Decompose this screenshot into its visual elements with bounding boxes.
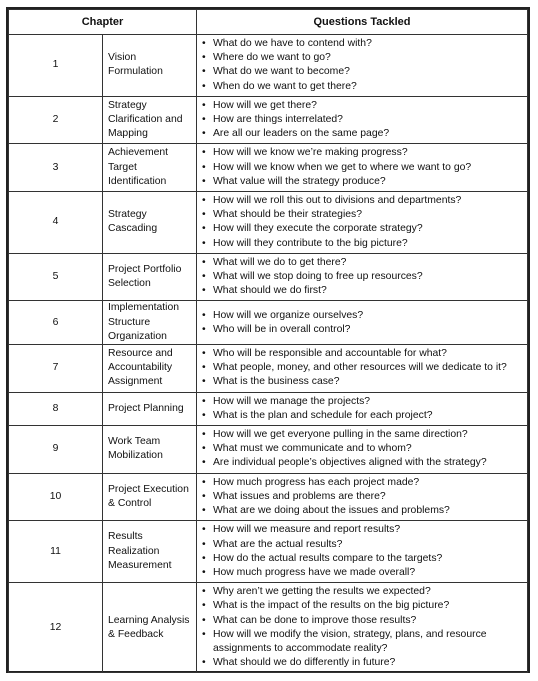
question-text: How will we get there?	[213, 99, 317, 111]
question-item	[201, 256, 523, 270]
question-item	[201, 456, 523, 470]
question-text: What will we do to get there?	[213, 256, 347, 268]
chapter-title: Strategy Clarification and Mapping	[103, 96, 197, 144]
bullet-icon: •	[202, 237, 206, 249]
question-item	[201, 614, 523, 628]
chapter-number: 8	[9, 392, 103, 425]
question-item	[201, 237, 523, 251]
question-text: How will they contribute to the big picture?	[213, 237, 408, 249]
bullet-icon: •	[202, 209, 206, 221]
question-text: How much progress have we made overall?	[213, 566, 416, 578]
chapter-title: Work Team Mobilization	[103, 426, 197, 474]
question-text: How do the actual results compare to the targets?	[213, 552, 443, 564]
chapter-row	[9, 426, 528, 474]
question-text: How will they execute the corporate strategy?	[213, 223, 423, 235]
question-item	[201, 113, 523, 127]
bullet-icon: •	[202, 614, 206, 626]
question-item	[201, 361, 523, 375]
chapter-questions-cell	[197, 473, 528, 521]
chapter-title: Resource and Accountability Assignment	[103, 345, 197, 393]
chapter-number: 4	[9, 192, 103, 254]
chapter-row	[9, 392, 528, 425]
chapter-questions-cell	[197, 301, 528, 345]
bullet-icon: •	[202, 524, 206, 536]
question-item	[201, 309, 523, 323]
chapter-number: 3	[9, 144, 103, 192]
bullet-icon: •	[202, 147, 206, 159]
chapter-number: 9	[9, 426, 103, 474]
question-text: Where do we want to go?	[213, 52, 331, 64]
question-item	[201, 51, 523, 65]
chapter-questions-cell	[197, 35, 528, 97]
question-item	[201, 476, 523, 490]
bullet-icon: •	[202, 476, 206, 488]
question-text: What can be done to improve those results?	[213, 614, 417, 626]
question-item	[201, 99, 523, 113]
chapter-title: Learning Analysis & Feedback	[103, 583, 197, 673]
chapter-row	[9, 345, 528, 393]
bullet-icon: •	[202, 80, 206, 92]
question-item	[201, 194, 523, 208]
question-list	[201, 194, 523, 251]
question-text: What will we stop doing to free up resources?	[213, 271, 423, 283]
bullet-icon: •	[202, 538, 206, 550]
bullet-icon: •	[202, 38, 206, 49]
bullet-icon: •	[202, 505, 206, 517]
question-text: What are the actual results?	[213, 538, 343, 550]
question-item	[201, 628, 523, 656]
question-text: What do we have to contend with?	[213, 38, 372, 49]
question-text: Who will be responsible and accountable for what?	[213, 348, 447, 360]
bullet-icon: •	[202, 395, 206, 407]
question-text: What issues and problems are there?	[213, 490, 386, 502]
question-item	[201, 585, 523, 599]
question-text: How will we modify the vision, strategy, plans, and resource assignments to accommodate reality?	[213, 628, 487, 654]
chapter-number: 7	[9, 345, 103, 393]
question-item	[201, 599, 523, 613]
chapter-row	[9, 521, 528, 583]
question-list	[201, 146, 523, 189]
question-item	[201, 504, 523, 518]
question-text: What should we do differently in future?	[213, 657, 396, 669]
bullet-icon: •	[202, 457, 206, 469]
chapter-title: Project Execution & Control	[103, 473, 197, 521]
question-item	[201, 523, 523, 537]
question-item	[201, 175, 523, 189]
question-list	[201, 37, 523, 94]
question-list	[201, 523, 523, 580]
question-list	[201, 395, 523, 423]
chapter-row	[9, 192, 528, 254]
question-text: How will we get everyone pulling in the same direction?	[213, 429, 468, 441]
question-item	[201, 284, 523, 298]
bullet-icon: •	[202, 348, 206, 360]
question-text: How will we know we’re making progress?	[213, 147, 408, 159]
question-text: How will we measure and report results?	[213, 524, 401, 536]
chapter-row	[9, 35, 528, 97]
header-row	[9, 10, 528, 35]
chapter-questions-cell	[197, 253, 528, 301]
chapter-title: Implementation Structure Organization	[103, 301, 197, 345]
question-item	[201, 395, 523, 409]
bullet-icon: •	[202, 66, 206, 78]
question-item	[201, 538, 523, 552]
chapter-number: 5	[9, 253, 103, 301]
bullet-icon: •	[202, 600, 206, 612]
chapter-row	[9, 583, 528, 673]
bullet-icon: •	[202, 657, 206, 669]
bullet-icon: •	[202, 552, 206, 564]
question-text: What are we doing about the issues and problems?	[213, 505, 450, 517]
chapter-row	[9, 253, 528, 301]
bullet-icon: •	[202, 114, 206, 126]
question-text: Who will be in overall control?	[213, 323, 351, 335]
chapter-questions-cell	[197, 583, 528, 673]
chapter-questions-cell	[197, 345, 528, 393]
chapter-number: 6	[9, 301, 103, 345]
chapter-title: Vision Formulation	[103, 35, 197, 97]
question-item	[201, 270, 523, 284]
question-item	[201, 127, 523, 141]
bullet-icon: •	[202, 175, 206, 187]
bullet-icon: •	[202, 195, 206, 207]
question-item	[201, 552, 523, 566]
chapter-questions-table-frame	[6, 7, 530, 673]
question-text: When do we want to get there?	[213, 80, 357, 92]
question-item	[201, 323, 523, 337]
chapter-title: Achievement Target Identification	[103, 144, 197, 192]
chapter-title: Project Planning	[103, 392, 197, 425]
bullet-icon: •	[202, 628, 206, 640]
question-item	[201, 161, 523, 175]
question-item	[201, 65, 523, 79]
chapter-questions-cell	[197, 192, 528, 254]
chapter-title: Strategy Cascading	[103, 192, 197, 254]
bullet-icon: •	[202, 161, 206, 173]
bullet-icon: •	[202, 271, 206, 283]
question-item	[201, 222, 523, 236]
question-text: How will we know when we get to where we want to go?	[213, 161, 472, 173]
chapter-questions-cell	[197, 392, 528, 425]
bullet-icon: •	[202, 376, 206, 388]
chapter-questions-cell	[197, 96, 528, 144]
questions-column-header: Questions Tackled	[197, 10, 528, 35]
question-item	[201, 566, 523, 580]
question-item	[201, 208, 523, 222]
question-text: What is the business case?	[213, 376, 340, 388]
chapter-number: 1	[9, 35, 103, 97]
bullet-icon: •	[202, 409, 206, 421]
question-list	[201, 256, 523, 299]
question-list	[201, 347, 523, 390]
question-text: What should we do first?	[213, 285, 327, 297]
question-text: What people, money, and other resources will we dedicate to it?	[213, 362, 507, 374]
bullet-icon: •	[202, 586, 206, 598]
chapter-row	[9, 96, 528, 144]
question-item	[201, 490, 523, 504]
bullet-icon: •	[202, 285, 206, 297]
chapter-row	[9, 144, 528, 192]
question-text: Why aren’t we getting the results we expected?	[213, 586, 431, 598]
bullet-icon: •	[202, 99, 206, 111]
question-item	[201, 80, 523, 94]
question-item	[201, 442, 523, 456]
question-text: Are individual people’s objectives aligned with the strategy?	[213, 457, 487, 469]
question-list	[201, 99, 523, 142]
chapter-number: 12	[9, 583, 103, 673]
chapter-title: Project Portfolio Selection	[103, 253, 197, 301]
question-text: How much progress has each project made?	[213, 476, 420, 488]
question-list	[201, 309, 523, 337]
question-item	[201, 347, 523, 361]
chapter-row	[9, 473, 528, 521]
chapter-questions-table	[8, 9, 528, 673]
chapter-title: Results Realization Measurement	[103, 521, 197, 583]
chapter-column-header: Chapter	[9, 10, 197, 35]
question-text: What is the plan and schedule for each project?	[213, 409, 433, 421]
question-item	[201, 37, 523, 51]
question-text: What must we communicate and to whom?	[213, 443, 412, 455]
question-list	[201, 585, 523, 670]
question-text: What is the impact of the results on the big picture?	[213, 600, 450, 612]
bullet-icon: •	[202, 429, 206, 441]
chapter-questions-cell	[197, 426, 528, 474]
bullet-icon: •	[202, 223, 206, 235]
chapter-number: 11	[9, 521, 103, 583]
question-text: What do we want to become?	[213, 66, 350, 78]
bullet-icon: •	[202, 490, 206, 502]
question-item	[201, 375, 523, 389]
question-item	[201, 428, 523, 442]
bullet-icon: •	[202, 256, 206, 268]
question-text: How will we manage the projects?	[213, 395, 371, 407]
question-text: What should be their strategies?	[213, 209, 363, 221]
question-item	[201, 656, 523, 670]
bullet-icon: •	[202, 362, 206, 374]
question-text: How will we roll this out to divisions and departments?	[213, 195, 462, 207]
bullet-icon: •	[202, 443, 206, 455]
question-text: What value will the strategy produce?	[213, 175, 386, 187]
question-text: Are all our leaders on the same page?	[213, 128, 390, 140]
question-list	[201, 476, 523, 519]
bullet-icon: •	[202, 309, 206, 321]
chapter-number: 10	[9, 473, 103, 521]
question-item	[201, 409, 523, 423]
question-item	[201, 146, 523, 160]
chapter-questions-cell	[197, 144, 528, 192]
question-text: How are things interrelated?	[213, 114, 343, 126]
chapter-row	[9, 301, 528, 345]
bullet-icon: •	[202, 128, 206, 140]
bullet-icon: •	[202, 52, 206, 64]
question-list	[201, 428, 523, 471]
bullet-icon: •	[202, 566, 206, 578]
chapter-questions-cell	[197, 521, 528, 583]
bullet-icon: •	[202, 323, 206, 335]
chapter-number: 2	[9, 96, 103, 144]
question-text: How will we organize ourselves?	[213, 309, 364, 321]
table-body	[9, 35, 528, 673]
